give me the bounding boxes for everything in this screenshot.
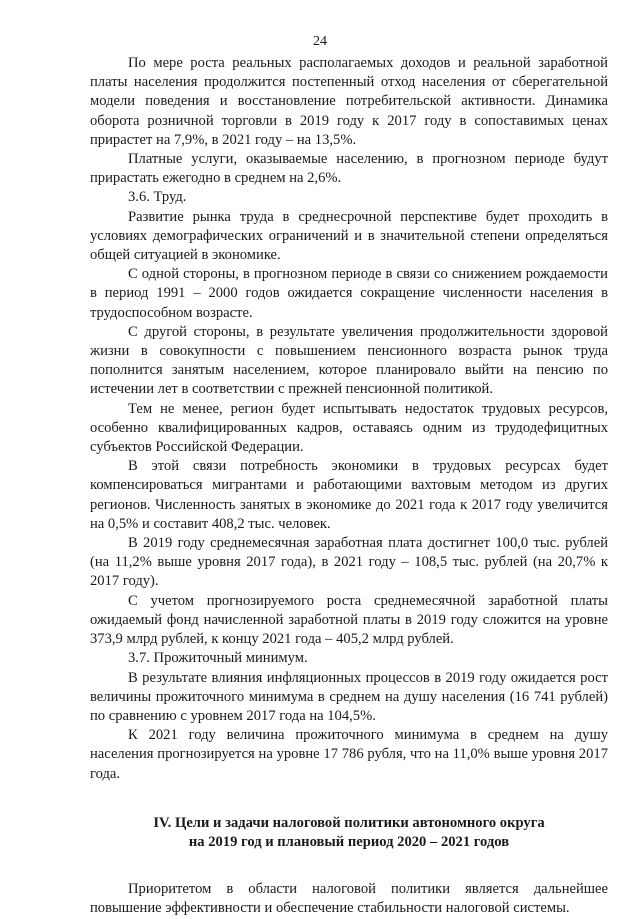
page-number: 24 bbox=[313, 34, 327, 49]
paragraph-birth-rate: С одной стороны, в прогнозном периоде в связи со снижением рождаемости в период 1991 – 2000 годов ожидается сокращение численности населения в трудоспособном возрасте. bbox=[90, 266, 608, 321]
section-heading bbox=[90, 814, 608, 852]
paragraph-subsistence-2021: К 2021 году величина прожиточного минимума в среднем на душу населения прогнозируется на уровне 17 786 рубля, что на 11,0% выше уровня 2017 года. bbox=[90, 727, 608, 782]
paragraph-labor-shortage: Тем не менее, регион будет испытывать недостаток трудовых ресурсов, особенно квалифицированных кадров, оставаясь одним из трудодефицитных субъектов Российской Федерации. bbox=[90, 400, 608, 456]
body-text bbox=[90, 54, 608, 919]
paragraph-retail: По мере роста реальных располагаемых доходов и реальной заработной платы населения продолжится постепенный отход населения от сберегательной модели поведения и восстановление потребительской активности. Динамика оборота розничной торговли в 2019 году к 2017 году в сопоставимых ценах прирастет на 7,9%, в 2021 году – на 13,5%. bbox=[90, 55, 608, 148]
section-heading-line-2: на 2019 год и плановый период 2020 – 2021 годов bbox=[188, 833, 510, 850]
subsection-labor: 3.6. Труд. bbox=[128, 189, 187, 206]
paragraph-migrants: В этой связи потребность экономики в трудовых ресурсах будет компенсироваться мигрантами и работающими вахтовым методом из других регионов. Численность занятых в экономике до 2021 года к 2017 году увеличится на 0,5% и составит 408,2 тыс. человек. bbox=[90, 458, 608, 532]
paragraph-tax-priority: Приоритетом в области налоговой политики является дальнейшее повышение эффективности и обеспечение стабильности налоговой системы. bbox=[90, 881, 608, 917]
paragraph-average-salary: В 2019 году среднемесячная заработная плата достигнет 100,0 тыс. рублей (на 11,2% выше уровня 2017 года), в 2021 году – 108,5 тыс. рублей (на 20,7% к 2017 году). bbox=[90, 535, 608, 590]
subsection-subsistence-minimum: 3.7. Прожиточный минимум. bbox=[128, 650, 308, 667]
paragraph-paid-services: Платные услуги, оказываемые населению, в прогнозном периоде будут прирастать ежегодно в среднем на 2,6%. bbox=[90, 151, 608, 187]
paragraph-labor-market: Развитие рынка труда в среднесрочной перспективе будет проходить в условиях демографических ограничений и в значительной степени определяться общей ситуацией в экономике. bbox=[90, 208, 608, 264]
paragraph-wage-fund: С учетом прогнозируемого роста среднемесячной заработной платы ожидаемый фонд начисленной заработной платы в 2019 году сложится на уровне 373,9 млрд рублей, к концу 2021 года – 405,2 млрд рублей. bbox=[90, 592, 608, 648]
paragraph-inflation: В результате влияния инфляционных процессов в 2019 году ожидается рост величины прожиточного минимума в среднем на душу населения (16 741 рублей) по сравнению с уровнем 2017 года на 104,5%. bbox=[90, 669, 608, 724]
paragraph-pension-age: С другой стороны, в результате увеличения продолжительности здоровой жизни в совокупности с повышением пенсионного возраста рынок труда пополнится занятым населением, которое планировало выйти на пенсию по истечении лет в соответствии с прежней пенсионной политикой. bbox=[90, 323, 608, 398]
section-heading-line-1: IV. Цели и задачи налоговой политики автономного округа bbox=[153, 814, 545, 831]
